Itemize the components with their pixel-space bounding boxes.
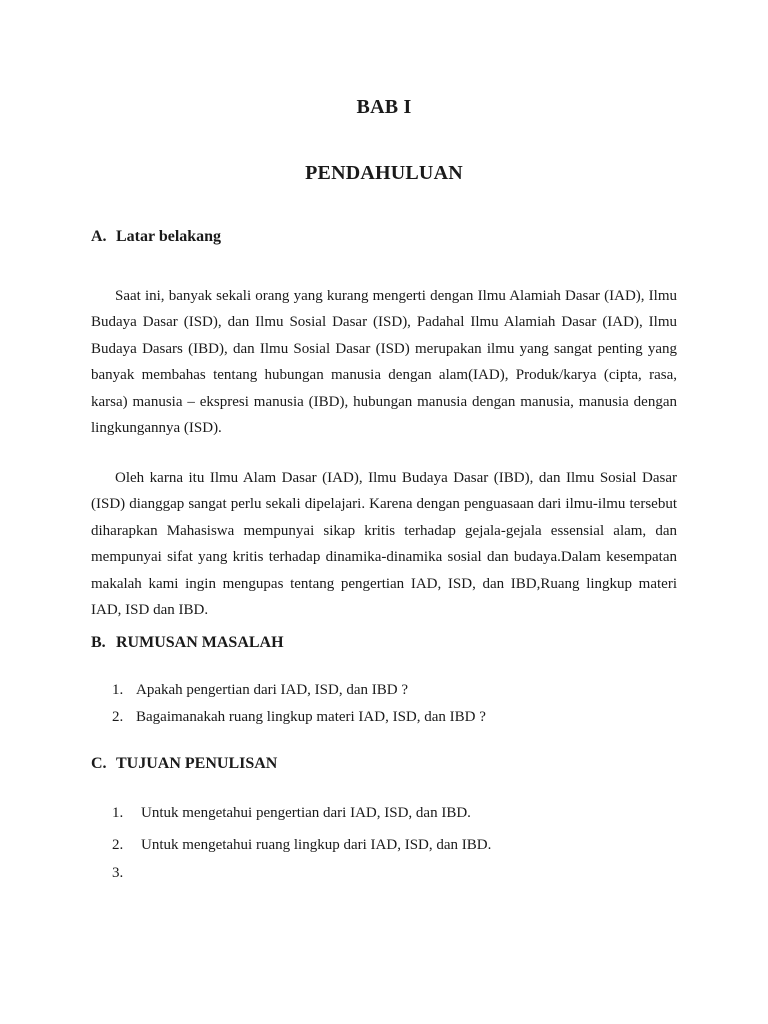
list-item-number: 2. [112,837,124,853]
section-c-title: TUJUAN PENULISAN [116,755,278,772]
section-b-heading [91,634,284,652]
list-item-text: Apakah pengertian dari IAD, ISD, dan IBD ? [136,682,408,698]
section-c-heading [91,755,277,773]
list-item [112,805,471,822]
list-item-text: Untuk mengetahui ruang lingkup dari IAD, ISD, dan IBD. [141,837,492,853]
section-a-title: Latar belakang [116,228,222,245]
list-item-number: 3. [112,865,124,881]
section-b-title: RUMUSAN MASALAH [116,634,284,651]
list-item [112,709,486,726]
chapter-title: PENDAHULUAN [305,162,463,184]
list-item-text: Bagaimanakah ruang lingkup materi IAD, ISD, dan IBD ? [136,709,486,725]
list-item-number: 1. [112,682,124,698]
section-a-marker: A. [91,228,107,245]
section-c-marker: C. [91,755,107,772]
list-item [112,865,141,882]
list-item-number: 1. [112,805,124,821]
chapter-number: BAB I [356,96,412,118]
list-item [112,837,491,854]
section-a-heading [91,228,221,246]
section-a-paragraph-1: Saat ini, banyak sekali orang yang kurang mengerti dengan Ilmu Alamiah Dasar (IAD), Ilmu Budaya Dasar (ISD), dan Ilmu Sosial Dasar (ISD), Padahal Ilmu Alamiah Dasar (IAD), Ilmu Budaya Dasars (IBD), dan Ilmu Sosial Dasar (ISD) merupakan ilmu yang sangat penting yang banyak membahas tentang hubungan manusia dengan alam(IAD), Produk/karya (cipta, rasa, karsa) manusia – ekspresi manusia (IBD), hubungan manusia dengan manusia, manusia dengan lingkungannya (ISD). [91,288,677,437]
list-item-number: 2. [112,709,124,725]
section-a-paragraph-2: Oleh karna itu Ilmu Alam Dasar (IAD), Ilmu Budaya Dasar (IBD), dan Ilmu Sosial Dasar (ISD) dianggap sangat perlu sekali dipelajari. Karena dengan penguasaan dari ilmu-ilmu tersebut diharapkan Mahasiswa mempunyai sikap kritis terhadap gejala-gejala essensial alam, dan mempunyai sifat yang kritis terhadap dinamika-dinamika sosial dan budaya.Dalam kesempatan makalah kami ingin mengupas tentang pengertian IAD, ISD, dan IBD,Ruang lingkup materi IAD, ISD dan IBD. [91,470,677,619]
list-item-text: Untuk mengetahui pengertian dari IAD, ISD, dan IBD. [141,805,471,821]
section-b-marker: B. [91,634,106,651]
list-item [112,682,408,699]
